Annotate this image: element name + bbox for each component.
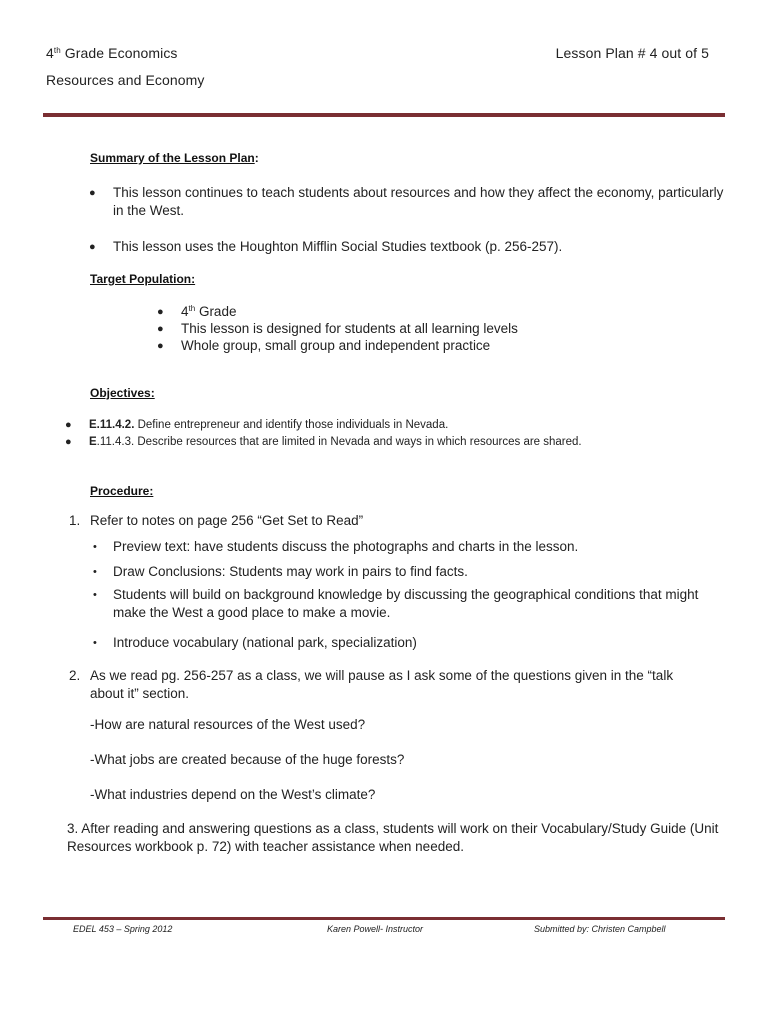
procedure-step-2: As we read pg. 256-257 as a class, we will pause as I ask some of the questions given in the “talk about it” section. — [90, 668, 674, 701]
summary-item: This lesson continues to teach students about resources and how they affect the economy, particularly in the West. — [113, 185, 724, 218]
step-number: 2. — [69, 668, 81, 683]
target-item: Whole group, small group and independent practice — [181, 338, 491, 353]
procedure-sub-item: Preview text: have students discuss the photographs and charts in the lesson. — [113, 539, 579, 554]
procedure-sub-item: Draw Conclusions: Students may work in pairs to find facts. — [113, 564, 468, 579]
header-subtitle: Resources and Economy — [46, 72, 205, 88]
bullet-icon: ● — [65, 419, 72, 431]
objective-item: E.11.4.3. Describe resources that are limited in Nevada and ways in which resources are shared. — [89, 436, 582, 448]
bullet-icon: ● — [89, 241, 96, 253]
procedure-step-1: Refer to notes on page 256 “Get Set to Read” — [90, 513, 364, 528]
discussion-question: -What industries depend on the West’s climate? — [90, 787, 376, 802]
summary-heading: Summary of the Lesson Plan: — [90, 151, 259, 165]
discussion-question: -How are natural resources of the West used? — [90, 717, 366, 732]
footer-rule — [43, 917, 725, 920]
bullet-icon: ● — [157, 306, 164, 318]
procedure-sub-item: Introduce vocabulary (national park, specialization) — [113, 635, 417, 650]
bullet-icon: • — [93, 589, 97, 601]
bullet-icon: • — [93, 541, 97, 553]
footer-submitted: Submitted by: Christen Campbell — [534, 924, 666, 934]
procedure-sub-item: Students will build on background knowledge by discussing the geographical conditions that might make the West a good place to make a movie. — [113, 587, 699, 620]
bullet-icon: ● — [89, 187, 96, 199]
bullet-icon: ● — [65, 436, 72, 448]
footer-course: EDEL 453 – Spring 2012 — [73, 924, 173, 934]
bullet-icon: ● — [157, 323, 164, 335]
header-lesson-plan: Lesson Plan # 4 out of 5 — [555, 45, 709, 61]
discussion-question: -What jobs are created because of the huge forests? — [90, 752, 405, 767]
bullet-icon: • — [93, 566, 97, 578]
step-number: 1. — [69, 513, 81, 528]
target-grade: 4th Grade — [181, 304, 237, 319]
summary-item: This lesson uses the Houghton Mifflin Social Studies textbook (p. 256-257). — [113, 239, 563, 254]
header-rule — [43, 113, 725, 117]
target-item: This lesson is designed for students at all learning levels — [181, 321, 518, 336]
target-heading: Target Population: — [90, 272, 196, 286]
bullet-icon: ● — [157, 340, 164, 352]
procedure-step-3: 3. After reading and answering questions as a class, students will work on their Vocabulary/Study Guide (Unit Resources workbook p. 72) with teacher assistance when needed. — [67, 821, 719, 854]
bullet-icon: • — [93, 637, 97, 649]
objectives-heading: Objectives: — [90, 386, 155, 400]
header-grade: 4th Grade Economics — [46, 45, 178, 61]
objective-item: E.11.4.2. Define entrepreneur and identify those individuals in Nevada. — [89, 419, 449, 431]
footer-instructor: Karen Powell- Instructor — [327, 924, 424, 934]
procedure-heading: Procedure: — [90, 484, 154, 498]
